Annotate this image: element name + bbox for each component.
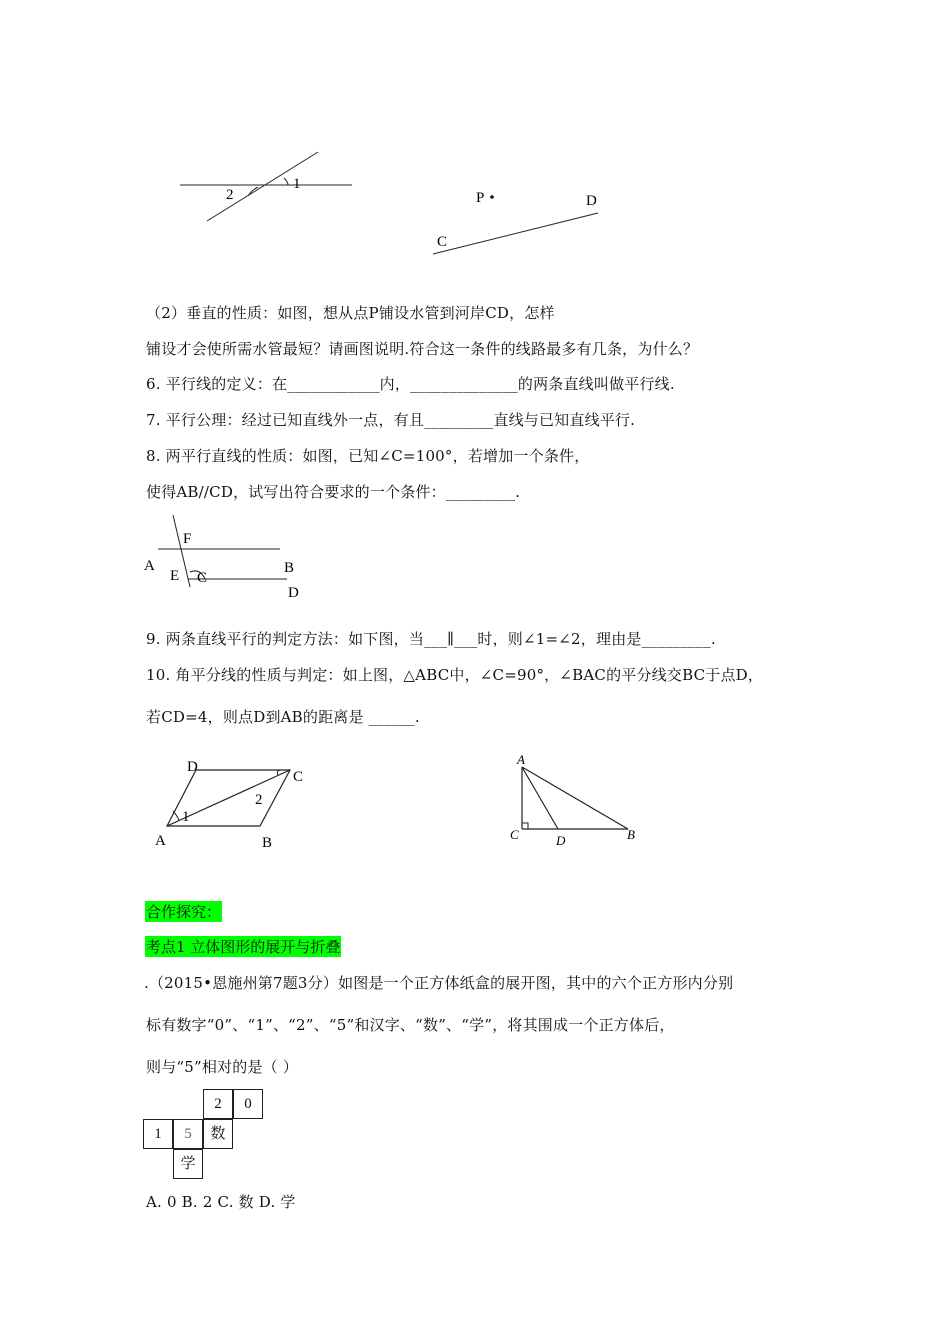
q5b-line1: （2）垂直的性质：如图，想从点P铺设水管到河岸CD，怎样	[146, 304, 555, 322]
q8-label-d: D	[288, 585, 299, 601]
para-label-d: D	[187, 759, 198, 775]
q8-label-f: F	[183, 531, 192, 547]
q8-label-e: E	[170, 568, 180, 584]
q8-label-b: B	[284, 560, 295, 576]
q10-line2: 若CD=4，则点D到AB的距离是 ______.	[146, 708, 420, 726]
q10-line1: 10. 角平分线的性质与判定：如上图，△ABC中，∠C=90°，∠BAC的平分线交BC于点D，	[146, 666, 764, 684]
net-cell-2: 2	[203, 1089, 233, 1119]
tri-label-d: D	[556, 833, 566, 848]
point-c-label: C	[437, 234, 448, 250]
point-d-label: D	[586, 193, 597, 209]
net-cell-xue: 学	[173, 1149, 203, 1179]
angle-2-label: 2	[226, 187, 234, 203]
net-cell-5: 5	[173, 1119, 203, 1149]
angle-1-label: 1	[293, 176, 301, 192]
q8-label-c: C	[197, 570, 208, 586]
tri-label-c: C	[510, 827, 519, 842]
para-label-1: 1	[182, 809, 190, 825]
net-cell-1: 1	[143, 1119, 173, 1149]
q5b-line2: 铺设才会使所需水管最短？请画图说明.符合这一条件的线路最多有几条，为什么？	[146, 340, 699, 358]
para-label-a: A	[155, 833, 166, 849]
tri-label-a: A	[517, 752, 525, 767]
q8-line1: 8. 两平行直线的性质：如图，已知∠C=100°，若增加一个条件，	[146, 447, 590, 465]
tri-label-b: B	[627, 827, 635, 842]
net-cell-shu: 数	[203, 1119, 233, 1149]
section-heading: 合作探究：	[146, 903, 222, 921]
problem-line2: 标有数字“0”、“1”、“2”、“5”和汉字、“数”、“学”，将其围成一个正方体后，	[146, 1016, 675, 1034]
q6-line: 6. 平行线的定义：在____________内，______________的两条直线叫做平行线.	[146, 375, 675, 393]
answer-options: A. 0 B. 2 C. 数 D. 学	[146, 1193, 296, 1211]
problem-line3: 则与“5”相对的是（ ）	[146, 1058, 299, 1076]
para-label-b: B	[262, 835, 273, 851]
problem-line1: .（2015•恩施州第7题3分）如图是一个正方体纸盒的展开图，其中的六个正方形内分别	[144, 974, 734, 992]
q8-label-a: A	[144, 558, 155, 574]
point-p-label: P	[476, 190, 485, 206]
para-label-c: C	[293, 769, 304, 785]
net-cell-0: 0	[233, 1089, 263, 1119]
q7-line: 7. 平行公理：经过已知直线外一点，有且_________直线与已知直线平行.	[146, 411, 636, 429]
q8-line2: 使得AB//CD，试写出符合要求的一个条件：_________.	[146, 483, 521, 501]
para-label-2: 2	[255, 792, 263, 808]
q9-line: 9. 两条直线平行的判定方法：如下图，当___∥___时，则∠1=∠2，理由是_________.	[146, 630, 716, 648]
topic-heading: 考点1 立体图形的展开与折叠	[146, 938, 341, 956]
